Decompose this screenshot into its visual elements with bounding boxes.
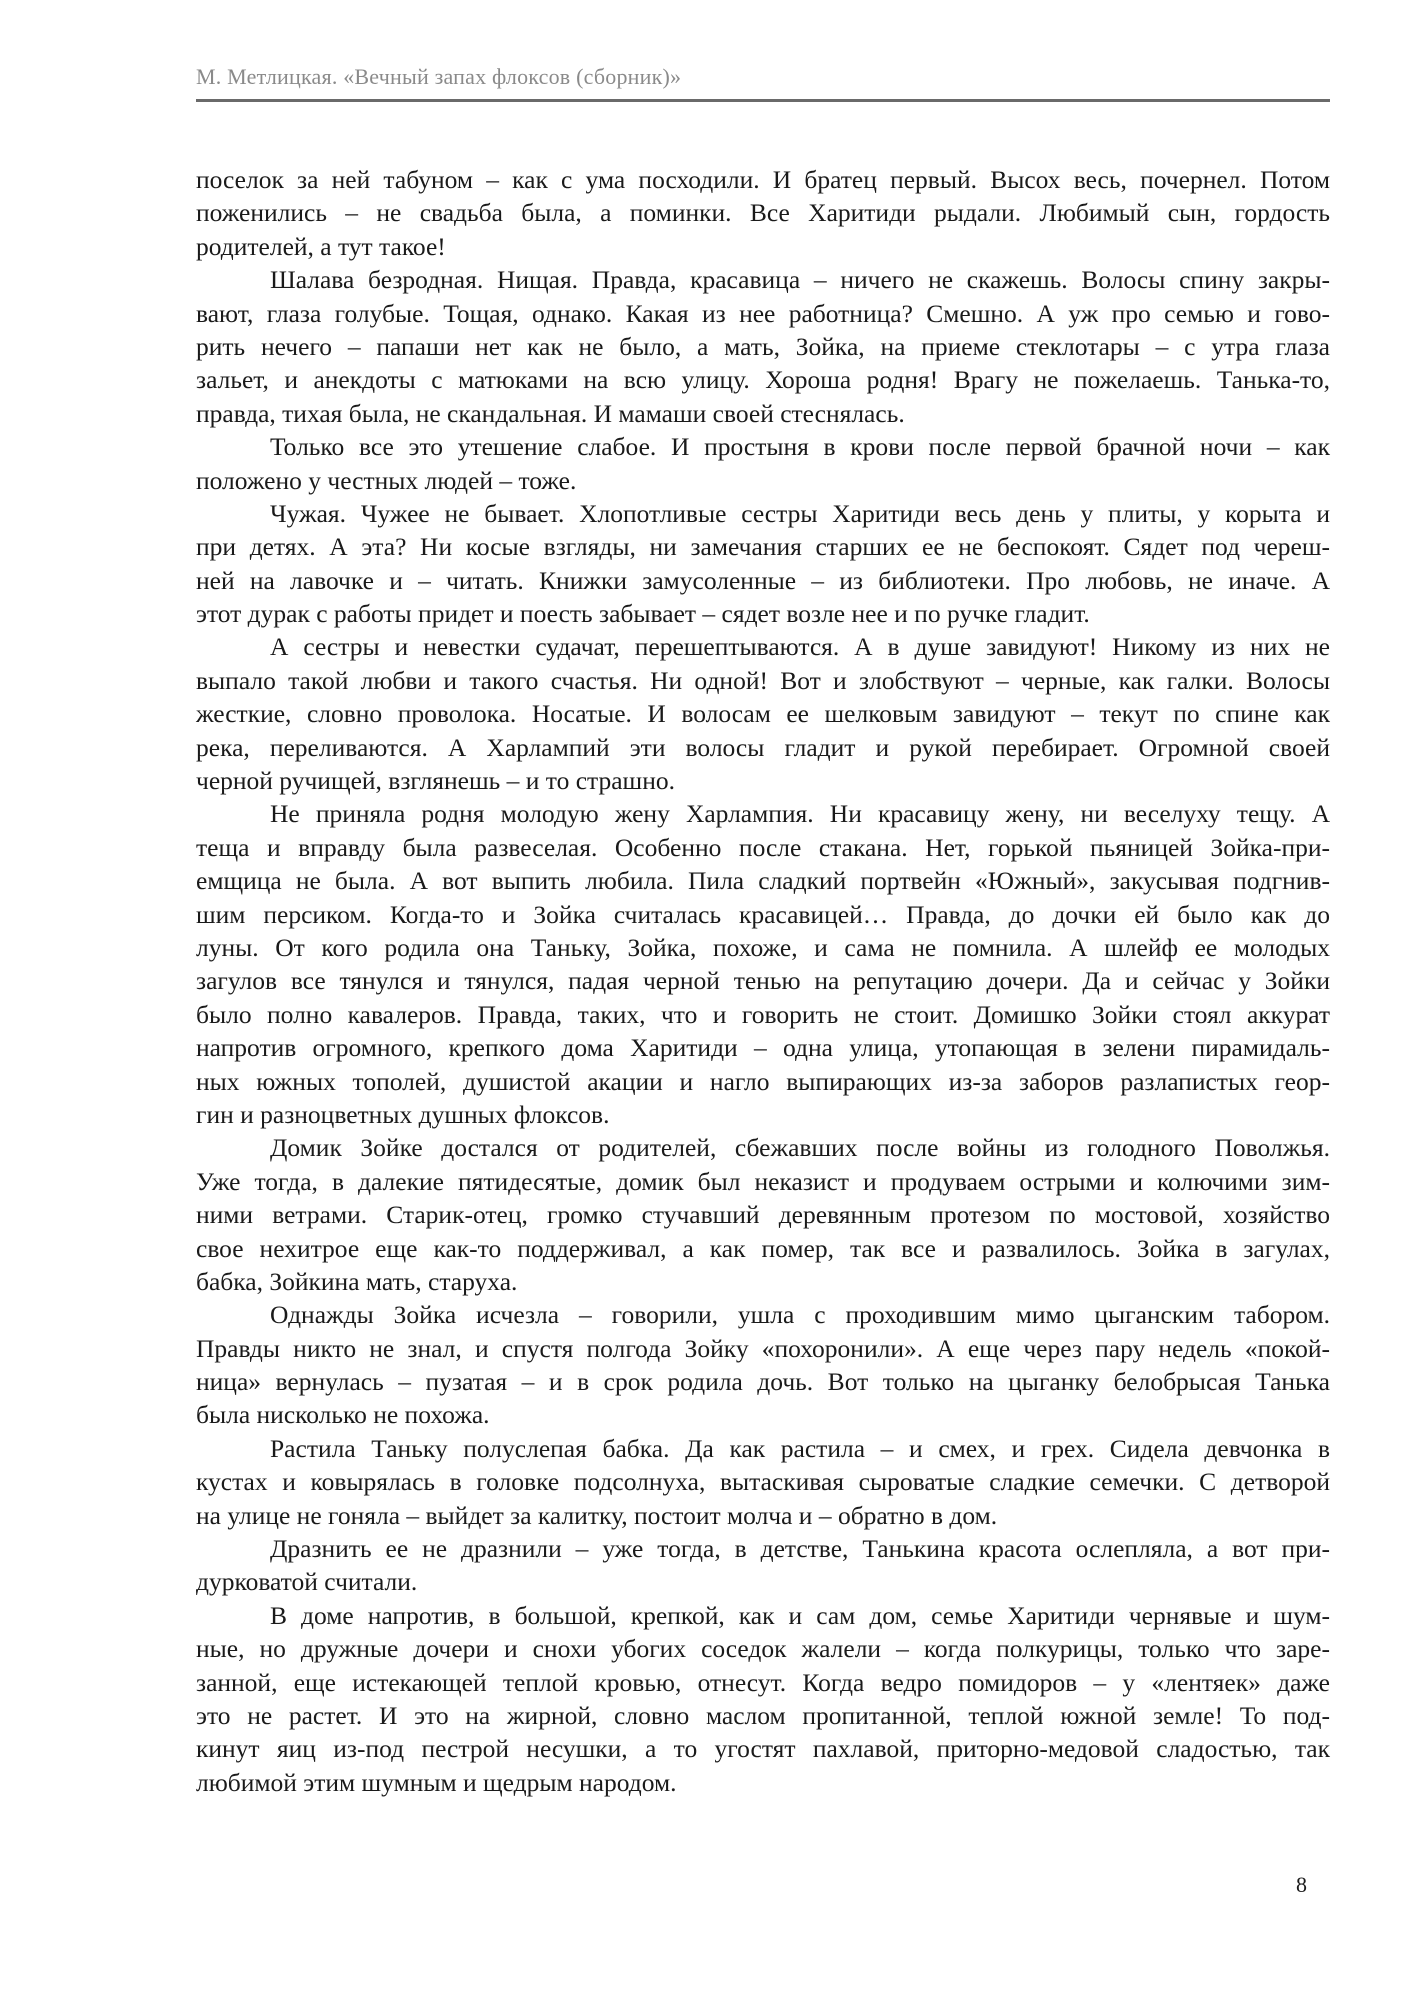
- text-line: ные, но дружные дочери и снохи убогих соседок жалели – когда полкурицы, только что заре-: [196, 1634, 1330, 1664]
- paragraph: [196, 1599, 1330, 1799]
- text-line: это не растет. И это на жирной, словно маслом пропитанной, теплой южной земле! То под-: [196, 1700, 1330, 1730]
- text-line: напротив огромного, крепкого дома Харитиди – одна улица, утопающая в зелени пирамидаль-: [196, 1033, 1330, 1063]
- paragraph: [196, 630, 1330, 797]
- paragraph: [196, 263, 1330, 430]
- body-text: [196, 163, 1330, 1799]
- text-line: этот дурак с работы придет и поесть забывает – сядет возле нее и по ручке гладит.: [196, 599, 1090, 629]
- text-line: ных южных тополей, душистой акации и нагло выпирающих из-за заборов разлапистых геор-: [196, 1066, 1330, 1096]
- text-line: Однажды Зойка исчезла – говорили, ушла с проходившим мимо цыганским табором.: [270, 1300, 1330, 1330]
- text-line: занной, еще истекающей теплой кровью, отнесут. Когда ведро помидоров – у «лентяек» даже: [196, 1667, 1330, 1697]
- text-line: на улице не гоняла – выйдет за калитку, постоит молча и – обратно в дом.: [196, 1500, 998, 1530]
- text-line: кустах и ковырялась в головке подсолнуха, вытаскивая сыроватые сладкие семечки. С детворой: [196, 1467, 1330, 1497]
- text-line: жесткие, словно проволока. Носатые. И волосам ее шелковым завидуют – текут по спине как: [196, 699, 1330, 729]
- text-line: бабка, Зойкина мать, старуха.: [196, 1266, 518, 1296]
- text-line: черной ручищей, взглянешь – и то страшно.: [196, 766, 675, 796]
- text-line: родителей, а тут такое!: [196, 231, 446, 261]
- text-line: луны. От кого родила она Таньку, Зойка, похоже, и сама не помнила. А шлейф ее молодых: [196, 932, 1330, 962]
- text-line: при детях. А эта? Ни косые взгляды, ни замечания старших ее не беспокоят. Сядет под череш-: [196, 532, 1330, 562]
- text-line: любимой этим шумным и щедрым народом.: [196, 1767, 677, 1797]
- text-line: Чужая. Чужее не бывает. Хлопотливые сестры Харитиди весь день у плиты, у корыта и: [270, 498, 1330, 528]
- text-line: Только все это утешение слабое. И простыня в крови после первой брачной ночи – как: [270, 432, 1330, 462]
- paragraph: [196, 1131, 1330, 1298]
- text-line: зальет, и анекдоты с матюками на всю улицу. Хороша родня! Врагу не пожелаешь. Танька-то,: [196, 365, 1330, 395]
- text-line: дурковатой считали.: [196, 1567, 418, 1597]
- text-line: теща и вправду была развеселая. Особенно после стакана. Нет, горькой пьяницей Зойка-при-: [196, 832, 1330, 862]
- running-head: М. Метлицкая. «Вечный запах флоксов (сборник)»: [196, 64, 682, 89]
- text-line: Домик Зойке достался от родителей, сбежавших после войны из голодного Поволжья.: [270, 1133, 1330, 1163]
- text-line: ница» вернулась – пузатая – и в срок родила дочь. Вот только на цыганку белобрысая Танька: [196, 1367, 1330, 1397]
- text-line: была нисколько не похожа.: [196, 1400, 490, 1430]
- paragraph: [196, 163, 1330, 263]
- text-line: положено у честных людей – тоже.: [196, 465, 577, 495]
- text-line: ними ветрами. Старик-отец, громко стучавший деревянным протезом по мостовой, хозяйство: [196, 1200, 1330, 1230]
- text-line: Растила Таньку полуслепая бабка. Да как растила – и смех, и грех. Сидела девчонка в: [270, 1433, 1330, 1463]
- paragraph: [196, 1298, 1330, 1432]
- text-line: правда, тихая была, не скандальная. И мамаши своей стеснялась.: [196, 398, 905, 428]
- text-line: выпало такой любви и такого счастья. Ни одной! Вот и злобствуют – черные, как галки. Волосы: [196, 665, 1330, 695]
- text-line: поселок за ней табуном – как с ума посходили. И братец первый. Высох весь, почернел. Потом: [196, 165, 1330, 194]
- text-line: шим персиком. Когда-то и Зойка считалась красавицей… Правда, до дочки ей было как до: [196, 899, 1330, 929]
- paragraph: [196, 497, 1330, 631]
- text-line: загулов все тянулся и тянулся, падая черной тенью на репутацию дочери. Да и сейчас у Зойки: [196, 966, 1330, 996]
- text-line: рить нечего – папаши нет как не было, а мать, Зойка, на приеме стеклотары – с утра глаза: [196, 331, 1330, 361]
- text-line: В доме напротив, в большой, крепкой, как и сам дом, семье Харитиди чернявые и шум-: [270, 1600, 1330, 1630]
- text-line: было полно кавалеров. Правда, таких, что и говорить не стоит. Домишко Зойки стоял аккурат: [196, 999, 1330, 1029]
- paragraph: [196, 430, 1330, 497]
- paragraph: [196, 1432, 1330, 1532]
- text-line: емщица не была. А вот выпить любила. Пила сладкий портвейн «Южный», закусывая подгнив-: [196, 866, 1330, 896]
- text-line: ней на лавочке и – читать. Книжки замусоленные – из библиотеки. Про любовь, не иначе. А: [196, 565, 1330, 595]
- text-line: поженились – не свадьба была, а поминки. Все Харитиди рыдали. Любимый сын, гордость: [196, 198, 1330, 228]
- text-line: гин и разноцветных душных флоксов.: [196, 1099, 610, 1129]
- paragraph: [196, 1532, 1330, 1599]
- text-line: Уже тогда, в далекие пятидесятые, домик был неказист и продуваем острыми и колючими зим-: [196, 1166, 1330, 1196]
- text-line: свое нехитрое еще как-то поддерживал, а как помер, так все и развалилось. Зойка в загулах,: [196, 1233, 1330, 1263]
- text-line: вают, глаза голубые. Тощая, однако. Какая из нее работница? Смешно. А уж про семью и гово-: [196, 298, 1330, 328]
- text-line: река, переливаются. А Харлампий эти волосы гладит и рукой перебирает. Огромной своей: [196, 732, 1330, 762]
- text-line: Шалава безродная. Нищая. Правда, красавица – ничего не скажешь. Волосы спину закры-: [270, 265, 1330, 295]
- page-number: 8: [1296, 1872, 1307, 1897]
- header-rule: [196, 99, 1330, 102]
- text-line: Правды никто не знал, и спустя полгода Зойку «похоронили». А еще через пару недель «покой-: [196, 1333, 1330, 1363]
- paragraph: [196, 797, 1330, 1131]
- text-line: кинут яиц из-под пестрой несушки, а то угостят пахлавой, приторно-медовой сладостью, так: [196, 1734, 1330, 1764]
- text-line: А сестры и невестки судачат, перешептываются. А в душе завидуют! Никому из них не: [270, 632, 1330, 662]
- text-line: Дразнить ее не дразнили – уже тогда, в детстве, Танькина красота ослепляла, а вот при-: [270, 1534, 1330, 1564]
- text-line: Не приняла родня молодую жену Харлампия. Ни красавицу жену, ни веселуху тещу. А: [270, 799, 1330, 829]
